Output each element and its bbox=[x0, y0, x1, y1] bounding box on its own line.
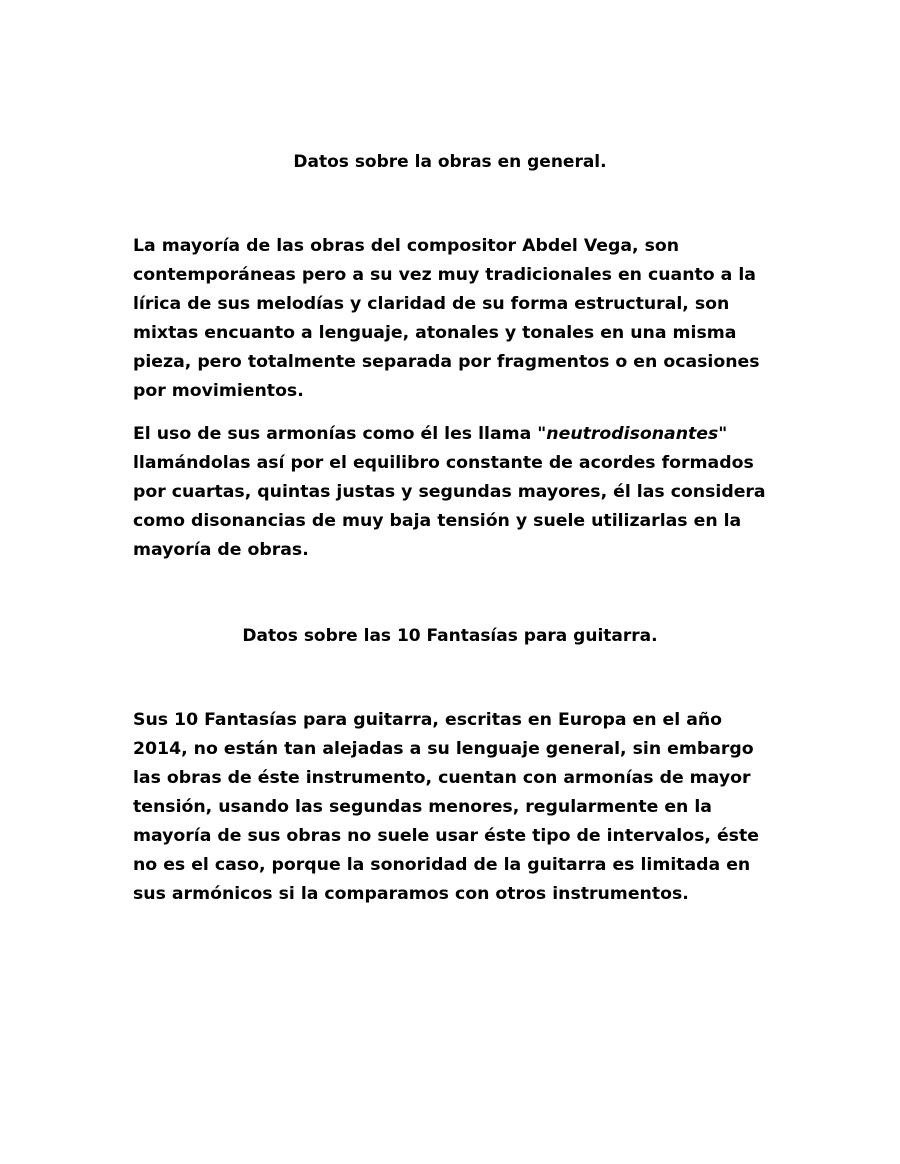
paragraph-general-works: La mayoría de las obras del compositor Abdel Vega, son contemporáneas pero a su vez muy tradicionales en cuanto a la lírica de sus melodías y claridad de su forma estructural, son mixtas encuanto a lenguaje, atonales y tonales en una misma pieza, pero totalmente separada por fragmentos o en ocasiones por movimientos. bbox=[133, 236, 760, 401]
paragraph-harmonies-start: El uso de sus armonías como él les llama " bbox=[133, 424, 547, 444]
paragraph-harmonies bbox=[133, 420, 773, 565]
section-heading-general: Datos sobre la obras en general. bbox=[293, 152, 607, 172]
paragraph-fantasias: Sus 10 Fantasías para guitarra, escritas en Europa en el año 2014, no están tan alejadas a su lenguaje general, sin embargo las obras de éste instrumento, cuentan con armonías de mayor tensión, usando las segundas menores, regularmente en la mayoría de sus obras no suele usar éste tipo de intervalos, éste no es el caso, porque la sonoridad de la guitarra es limitada en sus armónicos si la comparamos con otros instrumentos. bbox=[133, 710, 759, 904]
term-neutrodisonantes: neutrodisonantes bbox=[546, 424, 719, 444]
paragraph-harmonies-end: " llamándolas así por el equilibro constante de acordes formados por cuartas, quintas justas y segundas mayores, él las considera como disonancias de muy baja tensión y suele utilizarlas en la mayoría de obras. bbox=[133, 424, 766, 560]
section-heading-fantasias: Datos sobre las 10 Fantasías para guitarra. bbox=[242, 626, 658, 646]
